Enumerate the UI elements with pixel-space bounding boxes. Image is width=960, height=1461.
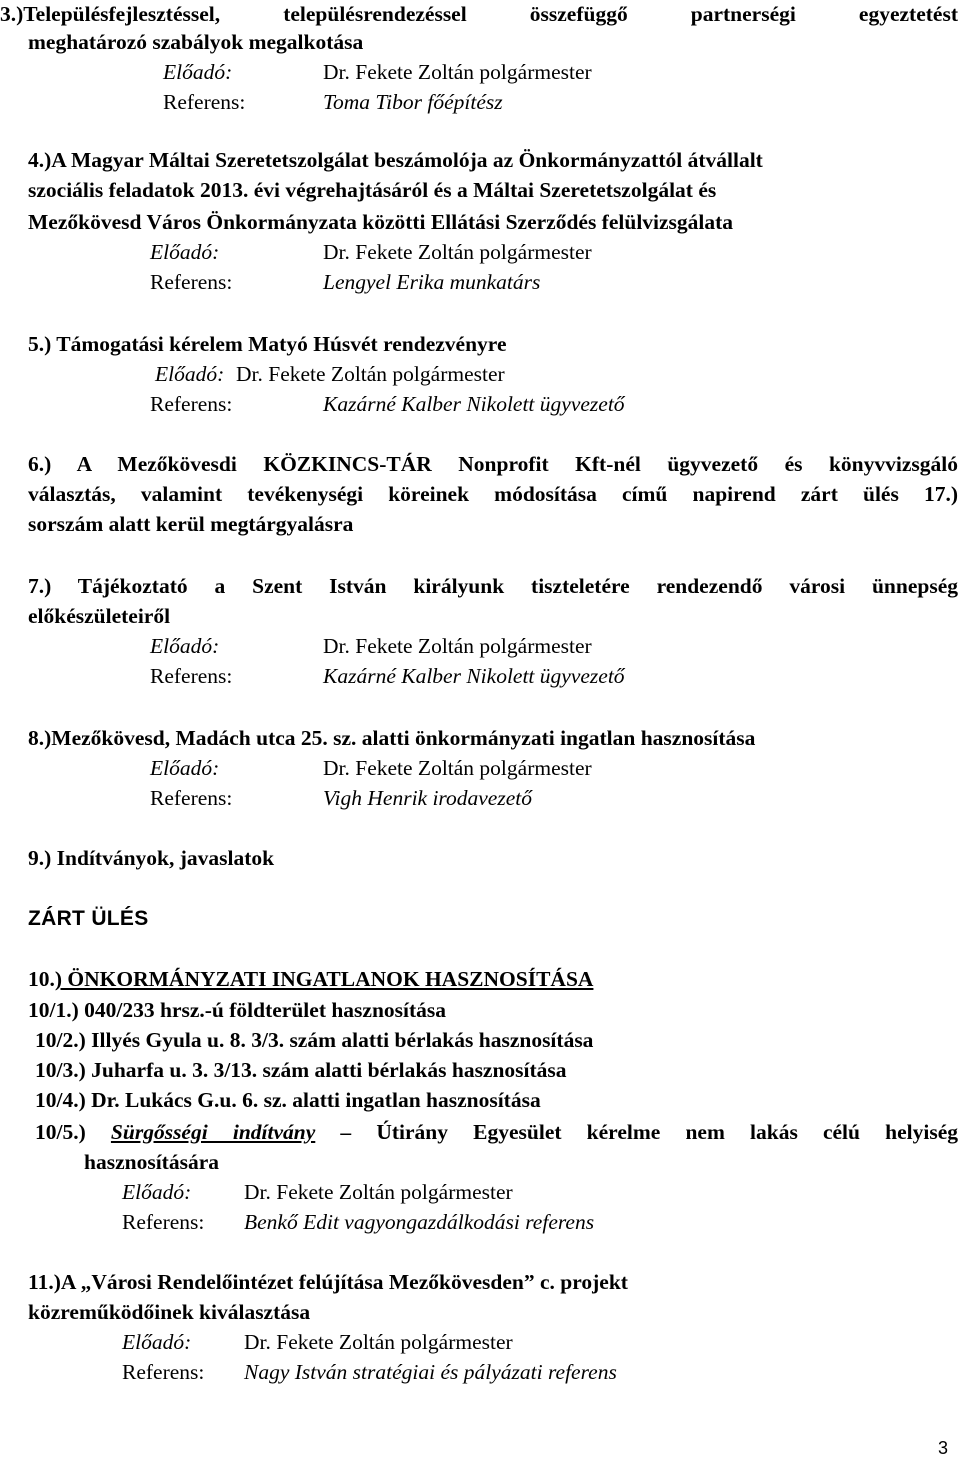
item10-prefix: 10. [28, 967, 55, 991]
item5-referent-label: Referens: [150, 392, 233, 416]
item5-presenter: Dr. Fekete Zoltán polgármester [236, 362, 505, 386]
item3-title-line2: meghatározó szabályok megalkotása [28, 30, 364, 54]
item3-referent-label: Referens: [163, 90, 246, 114]
item11-referent-label: Referens: [122, 1360, 205, 1384]
item8-presenter: Dr. Fekete Zoltán polgármester [323, 756, 592, 780]
item10-heading [28, 965, 593, 993]
item10-sub4: 10/4.) Dr. Lukács G.u. 6. sz. alatti ingatlan hasznosítása [35, 1088, 541, 1112]
item10-sub5-rest: – Útirány Egyesület kérelme nem lakás célú helyiség [315, 1120, 959, 1144]
item7-presenter-label: Előadó: [150, 634, 220, 658]
item11-presenter-label: Előadó: [122, 1330, 192, 1354]
item5-referent: Kazárné Kalber Nikolett ügyvezető [323, 392, 625, 416]
item6-title-line1: 6.) A Mezőkövesdi KÖZKINCS-TÁR Nonprofit Kft-nél ügyvezető és könyvvizsgáló [28, 452, 958, 476]
item10-sub5-urgent: Sürgősségi indítvány [110, 1120, 316, 1144]
item7-title-line2: előkészületeiről [28, 604, 171, 628]
item10-sub3: 10/3.) Juharfa u. 3. 3/13. szám alatti bérlakás hasznosítása [35, 1058, 567, 1082]
item10-sub5 [35, 1118, 958, 1146]
item7-referent: Kazárné Kalber Nikolett ügyvezető [323, 664, 625, 688]
item10-presenter: Dr. Fekete Zoltán polgármester [244, 1180, 513, 1204]
item10-referent-label: Referens: [122, 1210, 205, 1234]
item4-title-line1: 4.)A Magyar Máltai Szeretetszolgálat beszámolója az Önkormányzattól átvállalt [28, 148, 763, 172]
item10-sub2: 10/2.) Illyés Gyula u. 8. 3/3. szám alatti bérlakás hasznosítása [35, 1028, 594, 1052]
item11-title-line2: közreműködőinek kiválasztása [28, 1300, 311, 1324]
item11-presenter: Dr. Fekete Zoltán polgármester [244, 1330, 513, 1354]
item10-presenter-label: Előadó: [122, 1180, 192, 1204]
item11-referent: Nagy István stratégiai és pályázati referens [244, 1360, 617, 1384]
item8-referent: Vigh Henrik irodavezető [323, 786, 532, 810]
item3-referent: Toma Tibor főépítész [323, 90, 503, 114]
item4-referent-label: Referens: [150, 270, 233, 294]
item10-referent: Benkő Edit vagyongazdálkodási referens [244, 1210, 595, 1234]
item4-title-line2: szociális feladatok 2013. évi végrehajtásáról és a Máltai Szeretetszolgálat és [28, 178, 717, 202]
item10-sub1: 10/1.) 040/233 hrsz.-ú földterület hasznosítása [28, 998, 447, 1022]
item7-title-line1: 7.) Tájékoztató a Szent István királyunk tiszteletére rendezendő városi ünnepség [28, 574, 958, 598]
item10-title: ) ÖNKORMÁNYZATI INGATLANOK HASZNOSÍTÁSA [54, 967, 594, 991]
item7-presenter: Dr. Fekete Zoltán polgármester [323, 634, 592, 658]
item11-title-line1: 11.)A „Városi Rendelőintézet felújítása Mezőkövesden” c. projekt [28, 1270, 628, 1294]
item5-presenter-label: Előadó: [155, 362, 225, 386]
closed-session-heading: ZÁRT ÜLÉS [28, 907, 149, 930]
item8-referent-label: Referens: [150, 786, 233, 810]
item4-referent: Lengyel Erika munkatárs [323, 270, 541, 294]
item8-presenter-label: Előadó: [150, 756, 220, 780]
item8-title: 8.)Mezőkövesd, Madách utca 25. sz. alatti önkormányzati ingatlan hasznosítása [28, 726, 756, 750]
item10-sub5-line2: hasznosítására [84, 1150, 219, 1174]
item4-presenter-label: Előadó: [150, 240, 220, 264]
item9-title: 9.) Indítványok, javaslatok [28, 846, 275, 870]
item5-title: 5.) Támogatási kérelem Matyó Húsvét rendezvényre [28, 332, 507, 356]
item4-title-line3: Mezőkövesd Város Önkormányzata közötti Ellátási Szerződés felülvizsgálata [28, 210, 734, 234]
item10-sub5-prefix: 10/5.) [35, 1120, 111, 1144]
item6-title-line3: sorszám alatt kerül megtárgyalásra [28, 512, 354, 536]
item6-title-line2: választás, valamint tevékenységi köreinek módosítása című napirend zárt ülés 17.) [28, 482, 958, 506]
item3-presenter-label: Előadó: [163, 60, 233, 84]
page-number: 3 [938, 1438, 949, 1458]
item7-referent-label: Referens: [150, 664, 233, 688]
item3-title-line1: 3.)Településfejlesztéssel, településrendezéssel összefüggő partnerségi egyeztetést [0, 2, 958, 26]
item3-presenter: Dr. Fekete Zoltán polgármester [323, 60, 592, 84]
item4-presenter: Dr. Fekete Zoltán polgármester [323, 240, 592, 264]
